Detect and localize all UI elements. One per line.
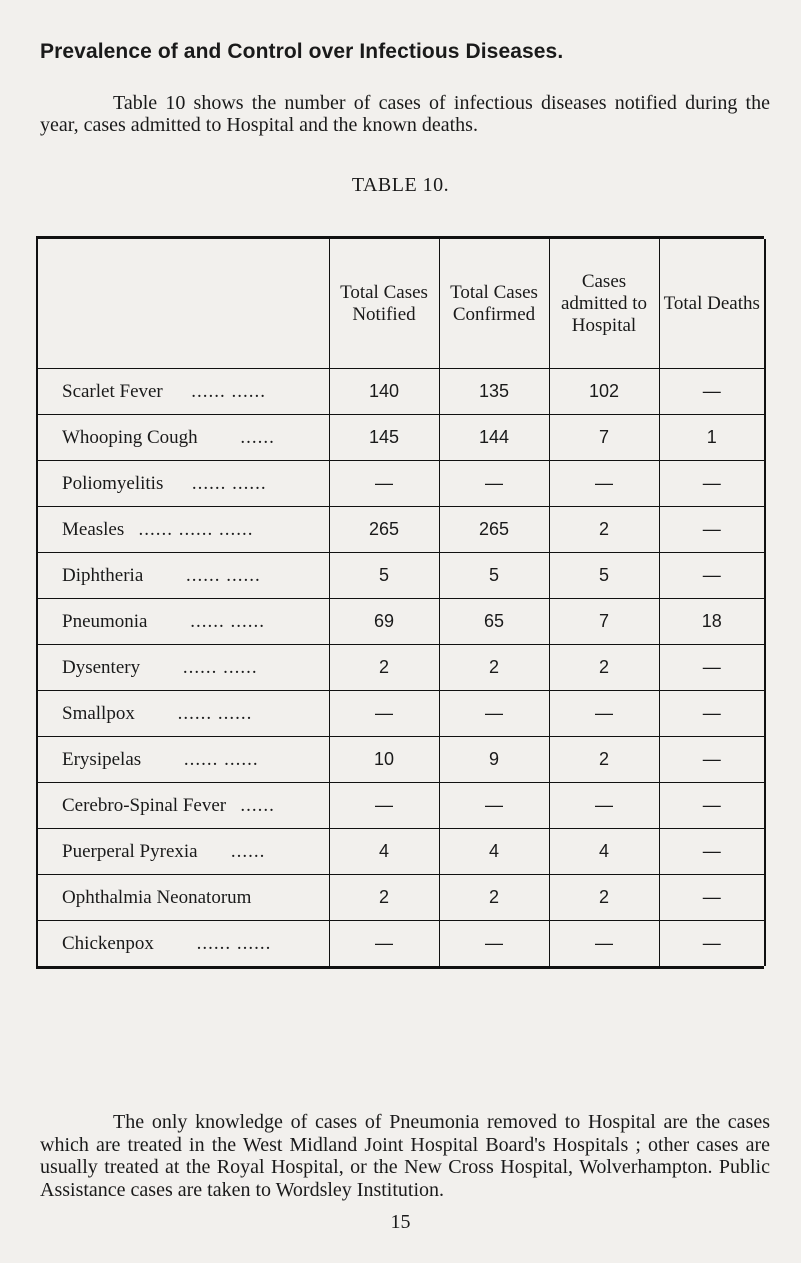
cell-notified: — [329, 783, 439, 829]
header-total-deaths: Total Deaths [659, 239, 765, 369]
disease-name: Ophthalmia Neonatorum [37, 875, 329, 921]
cell-notified: 5 [329, 553, 439, 599]
cell-deaths: — [659, 829, 765, 875]
cell-hospital: 2 [549, 507, 659, 553]
cell-notified: — [329, 691, 439, 737]
cell-confirmed: — [439, 921, 549, 967]
leader-dots: ...... [240, 426, 275, 448]
cell-confirmed: 5 [439, 553, 549, 599]
cell-confirmed: 4 [439, 829, 549, 875]
cell-notified: 10 [329, 737, 439, 783]
intro-paragraph: Table 10 shows the number of cases of infectious diseases notified during the year, cases admitted to Hospital and the known deaths. [40, 92, 770, 136]
disease-name: Dysentery ...... ...... [37, 645, 329, 691]
cell-confirmed: 135 [439, 369, 549, 415]
cell-deaths: — [659, 461, 765, 507]
cell-deaths: — [659, 553, 765, 599]
table-row [37, 599, 765, 645]
cell-confirmed: — [439, 783, 549, 829]
footnote-paragraph: The only knowledge of cases of Pneumonia removed to Hospital are the cases which are treated in the West Midland Joint Hospital Board's Hospitals ; other cases are usually treated at the Royal Hospital, or the New Cross Hospital, Wolverhampton. Public Assistance cases are taken to Wordsley Institution. [40, 1111, 770, 1201]
disease-name: Puerperal Pyrexia ...... [37, 829, 329, 875]
cell-hospital: 7 [549, 599, 659, 645]
table-row [37, 461, 765, 507]
cell-hospital: — [549, 921, 659, 967]
table-title: TABLE 10. [351, 174, 450, 196]
table-row [37, 645, 765, 691]
cell-notified: 2 [329, 875, 439, 921]
leader-dots: ...... ...... [183, 748, 259, 770]
leader-dots: ...... [240, 794, 275, 816]
disease-name: Whooping Cough ...... [37, 415, 329, 461]
leader-dots: ...... ...... [196, 932, 272, 954]
cell-deaths: — [659, 783, 765, 829]
cell-deaths: — [659, 369, 765, 415]
cell-notified: 140 [329, 369, 439, 415]
table-frame [36, 236, 764, 969]
cell-deaths: — [659, 645, 765, 691]
table-row [37, 829, 765, 875]
table-row [37, 553, 765, 599]
cell-confirmed: 265 [439, 507, 549, 553]
disease-name: Chickenpox ...... ...... [62, 932, 272, 954]
table-row [37, 783, 765, 829]
cell-notified: 145 [329, 415, 439, 461]
table-row [37, 921, 765, 967]
cell-notified: 265 [329, 507, 439, 553]
cell-hospital: 2 [549, 645, 659, 691]
cell-notified: 2 [329, 645, 439, 691]
header-disease [37, 239, 329, 369]
cell-confirmed: 65 [439, 599, 549, 645]
disease-name: Poliomyelitis ...... ...... [37, 461, 329, 507]
leader-dots: ...... ...... [186, 564, 261, 586]
cell-confirmed: 144 [439, 415, 549, 461]
table-row [37, 875, 765, 921]
cell-deaths: — [659, 737, 765, 783]
cell-confirmed: — [439, 691, 549, 737]
disease-name: Pneumonia ...... ...... [37, 599, 329, 645]
leader-dots: ...... ...... [177, 702, 253, 724]
cell-hospital: 2 [549, 737, 659, 783]
cell-deaths: 18 [659, 599, 765, 645]
cell-hospital: — [549, 461, 659, 507]
table-body [37, 369, 765, 967]
cell-hospital: 2 [549, 875, 659, 921]
cell-confirmed: 2 [439, 875, 549, 921]
cell-confirmed: — [439, 461, 549, 507]
cell-notified: 69 [329, 599, 439, 645]
disease-name: Erysipelas ...... ...... [37, 737, 329, 783]
table-row [37, 507, 765, 553]
leader-dots: ...... ...... ...... [138, 518, 254, 540]
cell-deaths: 1 [659, 415, 765, 461]
page-heading: Prevalence of and Control over Infectious Diseases. [40, 40, 564, 63]
cell-notified: 4 [329, 829, 439, 875]
table-header-row [37, 239, 765, 369]
cell-deaths: — [659, 691, 765, 737]
cell-confirmed: 2 [439, 645, 549, 691]
header-total-cases-notified: Total Cases Notified [329, 239, 439, 369]
table-row [37, 737, 765, 783]
table-row [37, 691, 765, 737]
cell-notified: — [329, 921, 439, 967]
cell-notified: — [329, 461, 439, 507]
header-total-cases-confirmed: Total Cases Confirmed [439, 239, 549, 369]
cell-deaths: — [659, 507, 765, 553]
cell-confirmed: 9 [439, 737, 549, 783]
cell-hospital: 4 [549, 829, 659, 875]
cell-deaths: — [659, 921, 765, 967]
leader-dots: ...... ...... [191, 472, 267, 494]
cell-hospital: 102 [549, 369, 659, 415]
cell-hospital: 5 [549, 553, 659, 599]
cell-deaths: — [659, 875, 765, 921]
leader-dots: ...... ...... [191, 380, 267, 402]
page-number: 15 [390, 1211, 411, 1233]
disease-name: Diphtheria ...... ...... [37, 553, 329, 599]
cell-hospital: 7 [549, 415, 659, 461]
disease-name: Cerebro-Spinal Fever ...... [37, 783, 329, 829]
disease-name: Measles ...... ...... ...... [37, 507, 329, 553]
leader-dots: ...... ...... [190, 610, 265, 632]
table-row [37, 369, 765, 415]
header-cases-admitted-to-hospital: Cases admitted to Hospital [549, 239, 659, 369]
infectious-diseases-table [36, 239, 766, 966]
disease-name: Smallpox ...... ...... [37, 691, 329, 737]
table-row [37, 415, 765, 461]
leader-dots: ...... [230, 840, 266, 862]
cell-hospital: — [549, 783, 659, 829]
cell-hospital: — [549, 691, 659, 737]
disease-name: Scarlet Fever ...... ...... [37, 369, 329, 415]
leader-dots: ...... ...... [182, 656, 258, 678]
